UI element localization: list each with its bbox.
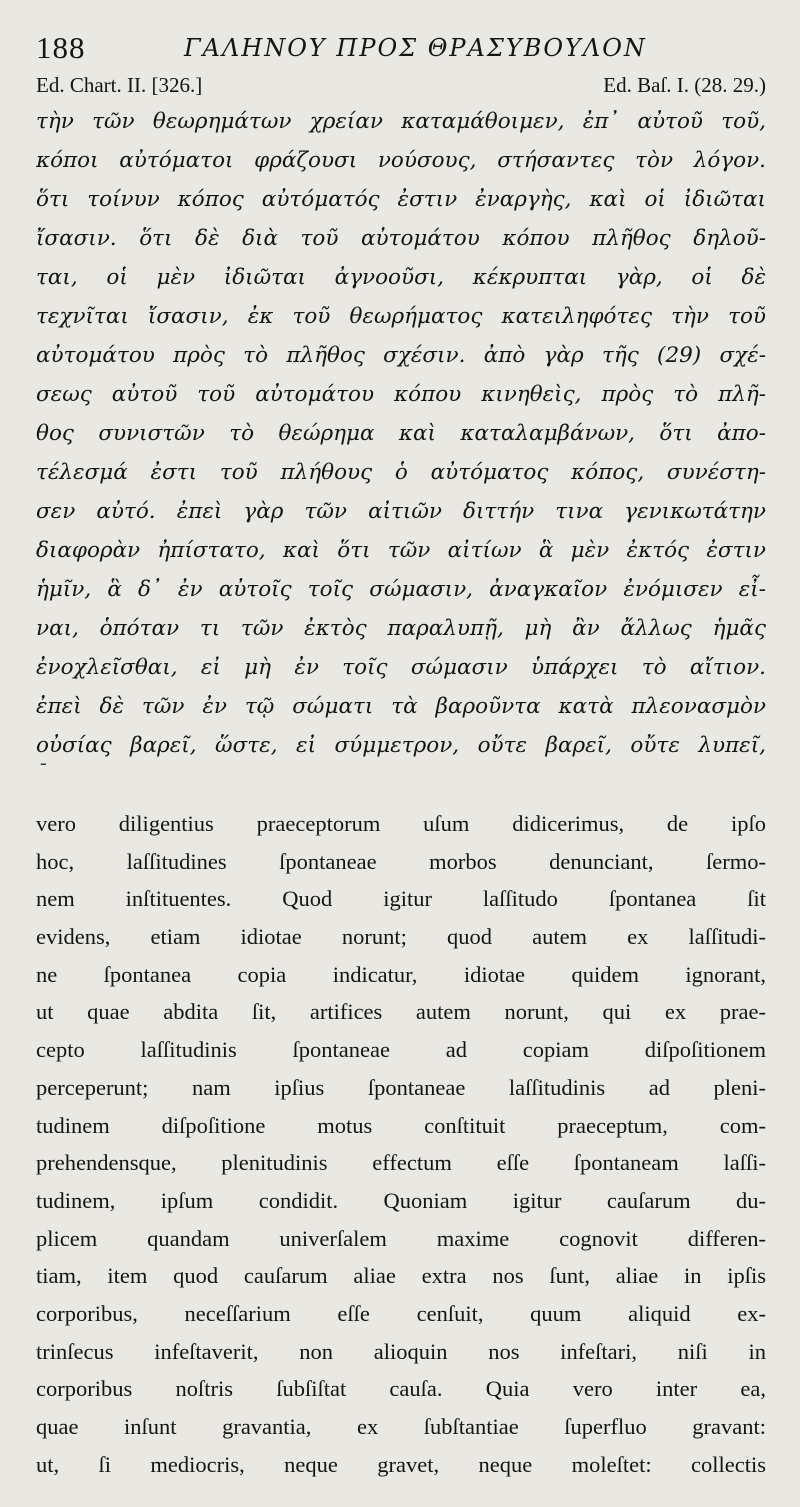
greek-text-block <box>36 102 766 765</box>
edition-chartier-ref: Ed. Chart. II. [326.] <box>36 73 203 97</box>
greek-text-line: θος συνιστῶν τὸ θεώρημα καὶ καταλαμβάνων, ὅτι ἀπο- <box>36 421 766 446</box>
greek-text-line: διαφορὰν ἠπίστατο, καὶ ὅτι τῶν αἰτίων ἃ μὲν ἐκτός ἐστιν <box>36 538 766 563</box>
latin-text-line: corporibus, neceſſarium eſſe cenſuit, quum aliquid ex- <box>36 1300 766 1326</box>
latin-text-line: tudinem, ipſum condidit. Quoniam igitur cauſarum du- <box>36 1187 766 1213</box>
greek-text-line: σεν αὐτό. ἐπεὶ γὰρ τῶν αἰτιῶν διττήν τινα γενικωτάτην <box>36 499 766 524</box>
latin-text-line: vero diligentius praeceptorum uſum didicerimus, de ipſo <box>36 811 766 836</box>
greek-text-line: κόποι αὐτόματοι φράζουσι νούσους, στήσαντες τὸν λόγον. <box>36 148 766 173</box>
page-number: 188 <box>36 30 86 65</box>
latin-text-line: plicem quandam univerſalem maxime cognovit differen- <box>36 1225 766 1251</box>
latin-text-line: tiam, item quod cauſarum aliae extra nos ſunt, aliae in ipſis <box>36 1263 766 1289</box>
greek-text-line: τέλεσμά ἐστι τοῦ πλήθους ὁ αὐτόματος κόπος, συνέστη- <box>36 460 766 485</box>
latin-text-line: evidens, etiam idiotae norunt; quod autem ex laſſitudi- <box>36 924 766 950</box>
latin-translation-block <box>36 805 766 1483</box>
greek-text-line: ται, οἱ μὲν ἰδιῶται ἀγνοοῦσι, κέκρυπται γὰρ, οἱ δὲ <box>36 265 766 290</box>
greek-text-line: σεως αὐτοῦ τοῦ αὐτομάτου κόπου κινηθεὶς, πρὸς τὸ πλῆ- <box>36 382 766 407</box>
greek-text-line: ἡμῖν, ἃ δ᾽ ἐν αὐτοῖς τοῖς σώμασιν, ἀναγκαῖον ἐνόμισεν εἶ- <box>36 577 766 602</box>
latin-text-line: tudinem diſpoſitione motus conſtituit praeceptum, com- <box>36 1112 766 1138</box>
latin-text-line: ne ſpontanea copia indicatur, idiotae quidem ignorant, <box>36 961 766 987</box>
latin-text-line: quae inſunt gravantia, ex ſubſtantiae ſuperfluo gravant: <box>36 1414 766 1439</box>
greek-text-line: αὐτομάτου πρὸς τὸ πλῆθος σχέσιν. ἀπὸ γὰρ τῆς (29) σχέ- <box>36 343 766 368</box>
greek-text-line: ναι, ὁπόταν τι τῶν ἐκτὸς παραλυπῇ, μὴ ἂν ἄλλως ἡμᾶς <box>36 616 766 641</box>
page-header <box>36 30 766 70</box>
greek-text-line: τεχνῖται ἴσασιν, ἐκ τοῦ θεωρήματος κατειληφότες τὴν τοῦ <box>36 304 766 329</box>
latin-text-line: prehendensque, plenitudinis effectum eſſe ſpontaneam laſſi- <box>36 1150 766 1176</box>
greek-text-line: τὴν τῶν θεωρημάτων χρείαν καταμάθοιμεν, ἐπ᾽ αὐτοῦ τοῦ, <box>36 109 766 134</box>
latin-text-line: ut quae abdita ſit, artifices autem norunt, qui ex prae- <box>36 999 766 1025</box>
greek-text-line: ὅτι τοίνυν κόπος αὐτόματός ἐστιν ἐναργὴς, καὶ οἱ ἰδιῶται <box>36 187 766 212</box>
edition-basel-ref: Ed. Baſ. I. (28. 29.) <box>603 73 766 97</box>
latin-text-line: cepto laſſitudinis ſpontaneae ad copiam diſpoſitionem <box>36 1037 766 1063</box>
edition-references <box>36 73 766 103</box>
latin-text-line: ut, ſi mediocris, neque gravet, neque moleſtet: collectis <box>36 1451 766 1477</box>
greek-text-line: ἐπεὶ δὲ τῶν ἐν τῷ σώματι τὰ βαροῦντα κατὰ πλεονασμὸν <box>36 694 766 719</box>
greek-text-line: οὐσίας βαρεῖ, ὥστε, εἰ σύμμετρον, οὔτε βαρεῖ, οὔτε λυπεῖ, <box>36 733 766 758</box>
running-title: ΓΑΛΗΝΟΥ ΠΡΟΣ ΘΡΑΣΥΒΟΥΛΟΝ <box>184 34 647 62</box>
latin-text-line: corporibus noſtris ſubſiſtat cauſa. Quia vero inter ea, <box>36 1376 766 1402</box>
latin-text-line: perceperunt; nam ipſius ſpontaneae laſſitudinis ad pleni- <box>36 1074 766 1100</box>
latin-text-line: trinſecus infeſtaverit, non alioquin nos infeſtari, niſi in <box>36 1338 766 1364</box>
section-dash: - <box>40 752 47 774</box>
greek-text-line: ἴσασιν. ὅτι δὲ διὰ τοῦ αὐτομάτου κόπου πλῆθος δηλοῦ- <box>36 226 766 251</box>
latin-text-line: hoc, laſſitudines ſpontaneae morbos denunciant, ſermo- <box>36 848 766 874</box>
greek-text-line: ἐνοχλεῖσθαι, εἰ μὴ ἐν τοῖς σώμασιν ὑπάρχει τὸ αἴτιον. <box>36 655 766 680</box>
latin-text-line: nem inſtituentes. Quod igitur laſſitudo ſpontanea ſit <box>36 886 766 912</box>
